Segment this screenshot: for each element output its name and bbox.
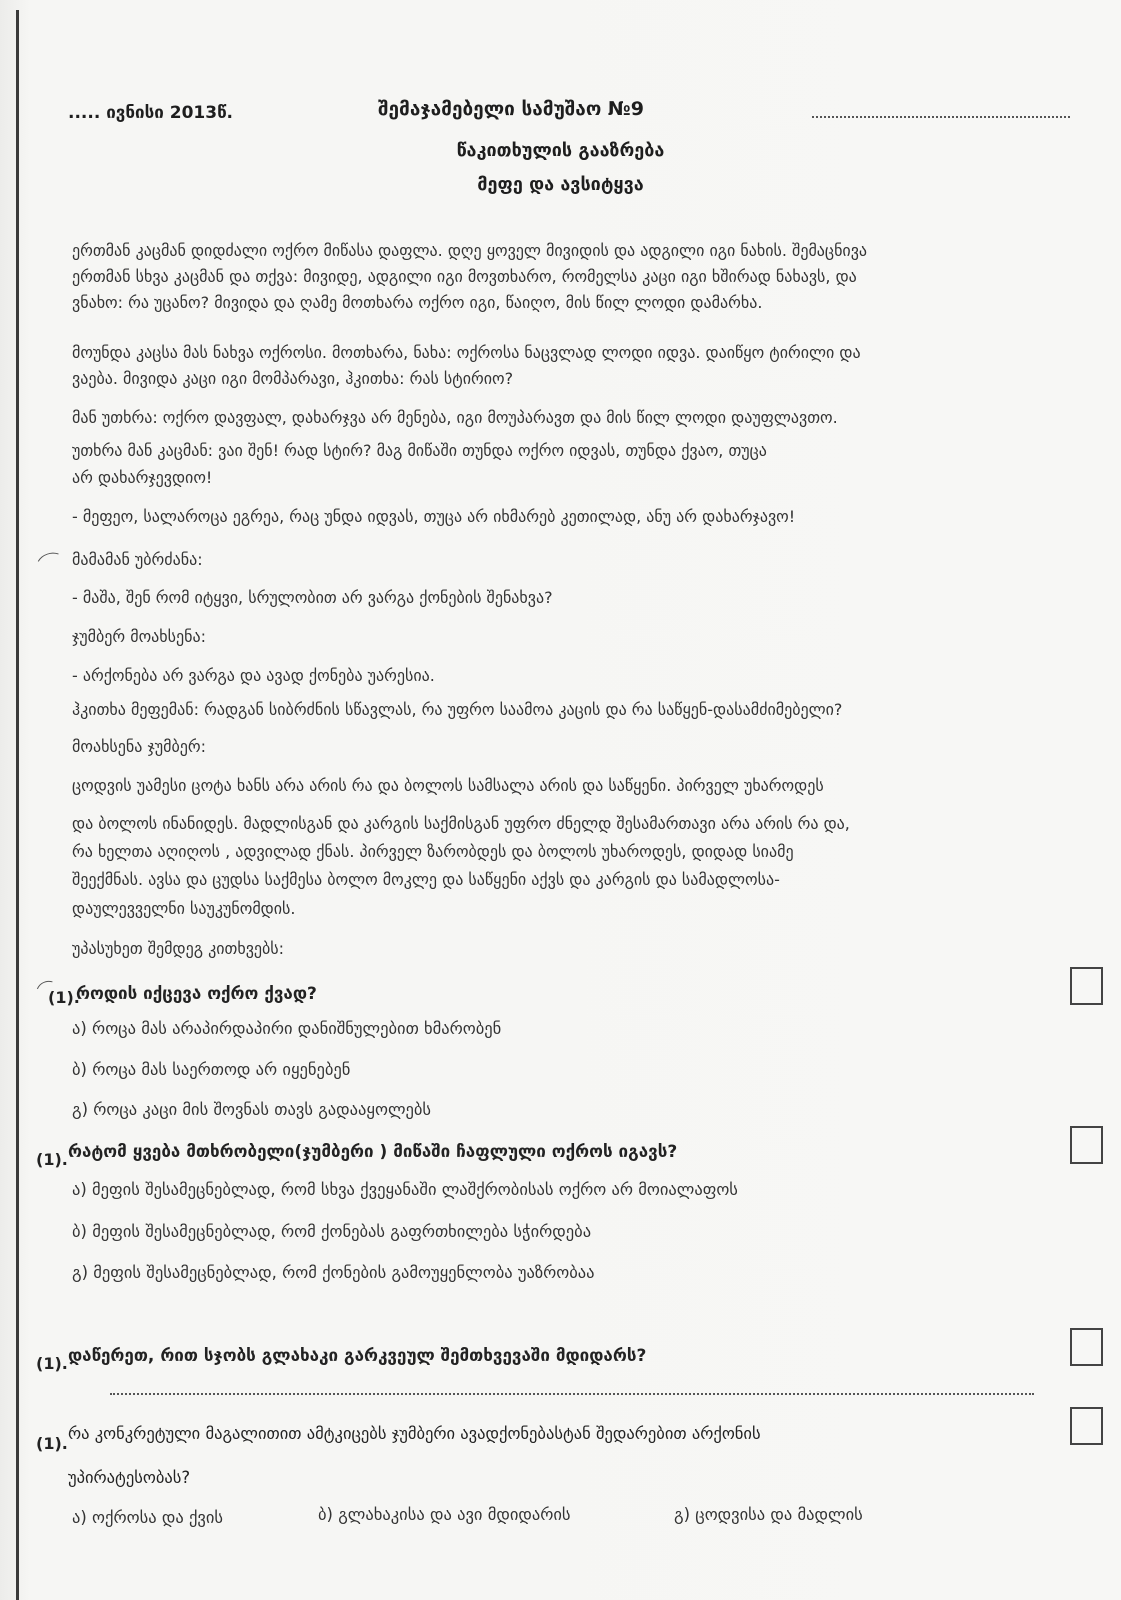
- passage-line: დაულევველნი საუკუნომდის.: [72, 899, 296, 918]
- score-box[interactable]: [1070, 1328, 1103, 1366]
- passage-line: ერთმან სხვა კაცმან და თქვა: მივიდე, ადგილი იგი მოვთხარო, რომელსა კაცი იგი ხშირად ნახავს, და: [72, 267, 857, 286]
- passage-line: რა ხელთა აღიღოს , ადვილად ქნას. პირველ ზარობდეს და ბოლოს უხაროდეს, დიდად სიამე: [72, 842, 794, 861]
- answer-option[interactable]: ა) მეფის შესამეცნებლად, რომ სხვა ქვეყანაში ლაშქრობისას ოქრო არ მოიალაფოს: [72, 1180, 738, 1199]
- section-subtitle: წაკითხულის გააზრება: [456, 140, 665, 161]
- question-points: (1).: [36, 1434, 68, 1453]
- questions-instruction: უპასუხეთ შემდეგ კითხვებს:: [72, 939, 285, 958]
- passage-line: ჯუმბერ მოახსენა:: [72, 627, 206, 646]
- passage-line: მამამან უბრძანა:: [72, 550, 203, 569]
- answer-option[interactable]: გ) როცა კაცი მის შოვნას თავს გადააყოლებს: [72, 1100, 432, 1119]
- question-text: დაწერეთ, რით სჯობს გლახაკი გარკვეულ შემთხვევაში მდიდარს?: [68, 1346, 647, 1366]
- passage-line: და ბოლოს ინანიდეს. მადლისგან და კარგის საქმისგან უფრო ძნელდ შესამართავი არა არის რა და,: [72, 814, 850, 833]
- story-title: მეფე და ავსიტყვა: [477, 174, 644, 195]
- passage-line: მოახსენა ჯუმბერ:: [72, 737, 206, 756]
- date-label: ..... ივნისი 2013წ.: [68, 103, 233, 123]
- answer-option[interactable]: გ) მეფის შესამეცნებლად, რომ ქონების გამოუყენლობა უაზრობაა: [72, 1263, 595, 1282]
- answer-option[interactable]: ა) როცა მას არაპირდაპირი დანიშნულებით ხმარობენ: [72, 1019, 502, 1038]
- pencil-mark: [33, 549, 69, 582]
- passage-line: არ დახარჯევდიო!: [72, 468, 213, 487]
- question-points: (1).: [36, 1354, 68, 1373]
- passage-line: ჰკითხა მეფემან: რადგან სიბრძნის სწავლას, რა უფრო საამოა კაცის და რა საწყენ-დასამძიმებელი?: [72, 700, 843, 719]
- answer-option[interactable]: გ) ცოდვისა და მადლის: [674, 1505, 863, 1524]
- question-text: რა კონკრეტული მაგალითით ამტკიცებს ჯუმბერი ავადქონებასტან შედარებით არქონის: [68, 1424, 761, 1443]
- passage-line: შეექმნას. ავსა და ცუდსა საქმესა ბოლო მოკლე და საწყენი აქვს და კარგის და სამადლოსა-: [72, 870, 780, 889]
- passage-line: - არქონება არ ვარგა და ავად ქონება უარესია.: [72, 666, 435, 685]
- passage-line: უთხრა მან კაცმან: ვაი შენ! რად სტირ? მაგ მიწაში თუნდა ოქრო იდვას, თუნდა ქვაო, თუცა: [72, 441, 767, 460]
- answer-option[interactable]: ბ) როცა მას საერთოდ არ იყენებენ: [72, 1060, 351, 1079]
- answer-line[interactable]: [110, 1393, 1034, 1395]
- left-margin-line: [16, 10, 19, 1600]
- question-text: უპირატესობას?: [68, 1468, 191, 1487]
- question-text: რატომ ყვება მთხრობელი(ჯუმბერი ) მიწაში ჩაფლული ოქროს იგავს?: [68, 1142, 678, 1162]
- question-points: (1).: [48, 988, 80, 1007]
- passage-line: მოუნდა კაცსა მას ნახვა ოქროსი. მოთხარა, ნახა: ოქროსა ნაცვლად ლოდი იდვა. დაიწყო ტირილი და: [72, 343, 861, 362]
- answer-option[interactable]: ბ) მეფის შესამეცნებლად, რომ ქონებას გაფრთხილება სჭირდება: [72, 1222, 592, 1241]
- score-box[interactable]: [1070, 1126, 1103, 1164]
- worksheet-title: შემაჯამებელი სამუშაო №9: [378, 98, 644, 120]
- passage-line: მან უთხრა: ოქრო დავფალ, დახარჯვა არ მენება, იგი მოუპარავთ და მის წილ ლოდი დაუფლავთო.: [72, 408, 838, 427]
- passage-line: ერთმან კაცმან დიდძალი ოქრო მიწასა დაფლა. დღე ყოველ მივიდის და ადგილი იგი ნახის. შემაცნივა: [72, 241, 868, 260]
- score-box[interactable]: [1070, 1407, 1103, 1445]
- passage-line: - მაშა, შენ რომ იტყვი, სრულობით არ ვარგა ქონების შენახვა?: [72, 588, 553, 607]
- answer-option[interactable]: ბ) გლახაკისა და ავი მდიდარის: [318, 1505, 571, 1524]
- passage-line: - მეფეო, სალაროცა ეგრეა, რაც უნდა იდვას, თუცა არ იხმარებ კეთილად, ანუ არ დახარჯავო!: [72, 507, 796, 526]
- name-line: [812, 116, 1070, 118]
- question-points: (1).: [36, 1150, 68, 1169]
- score-box[interactable]: [1070, 967, 1103, 1005]
- passage-line: ვაება. მივიდა კაცი იგი მომპარავი, ჰკითხა: რას სტირიო?: [72, 369, 514, 388]
- answer-option[interactable]: ა) ოქროსა და ქვის: [72, 1508, 224, 1527]
- passage-line: ვნახო: რა უცანო? მივიდა და ღამე მოთხარა ოქრო იგი, წაიღო, მის წილ ლოდი დამარხა.: [72, 293, 763, 312]
- question-text: როდის იქცევა ოქრო ქვად?: [76, 984, 317, 1004]
- passage-line: ცოდვის უამესი ცოტა ხანს არა არის რა და ბოლოს სამსალა არის და საწყენი. პირველ უხაროდეს: [72, 776, 824, 795]
